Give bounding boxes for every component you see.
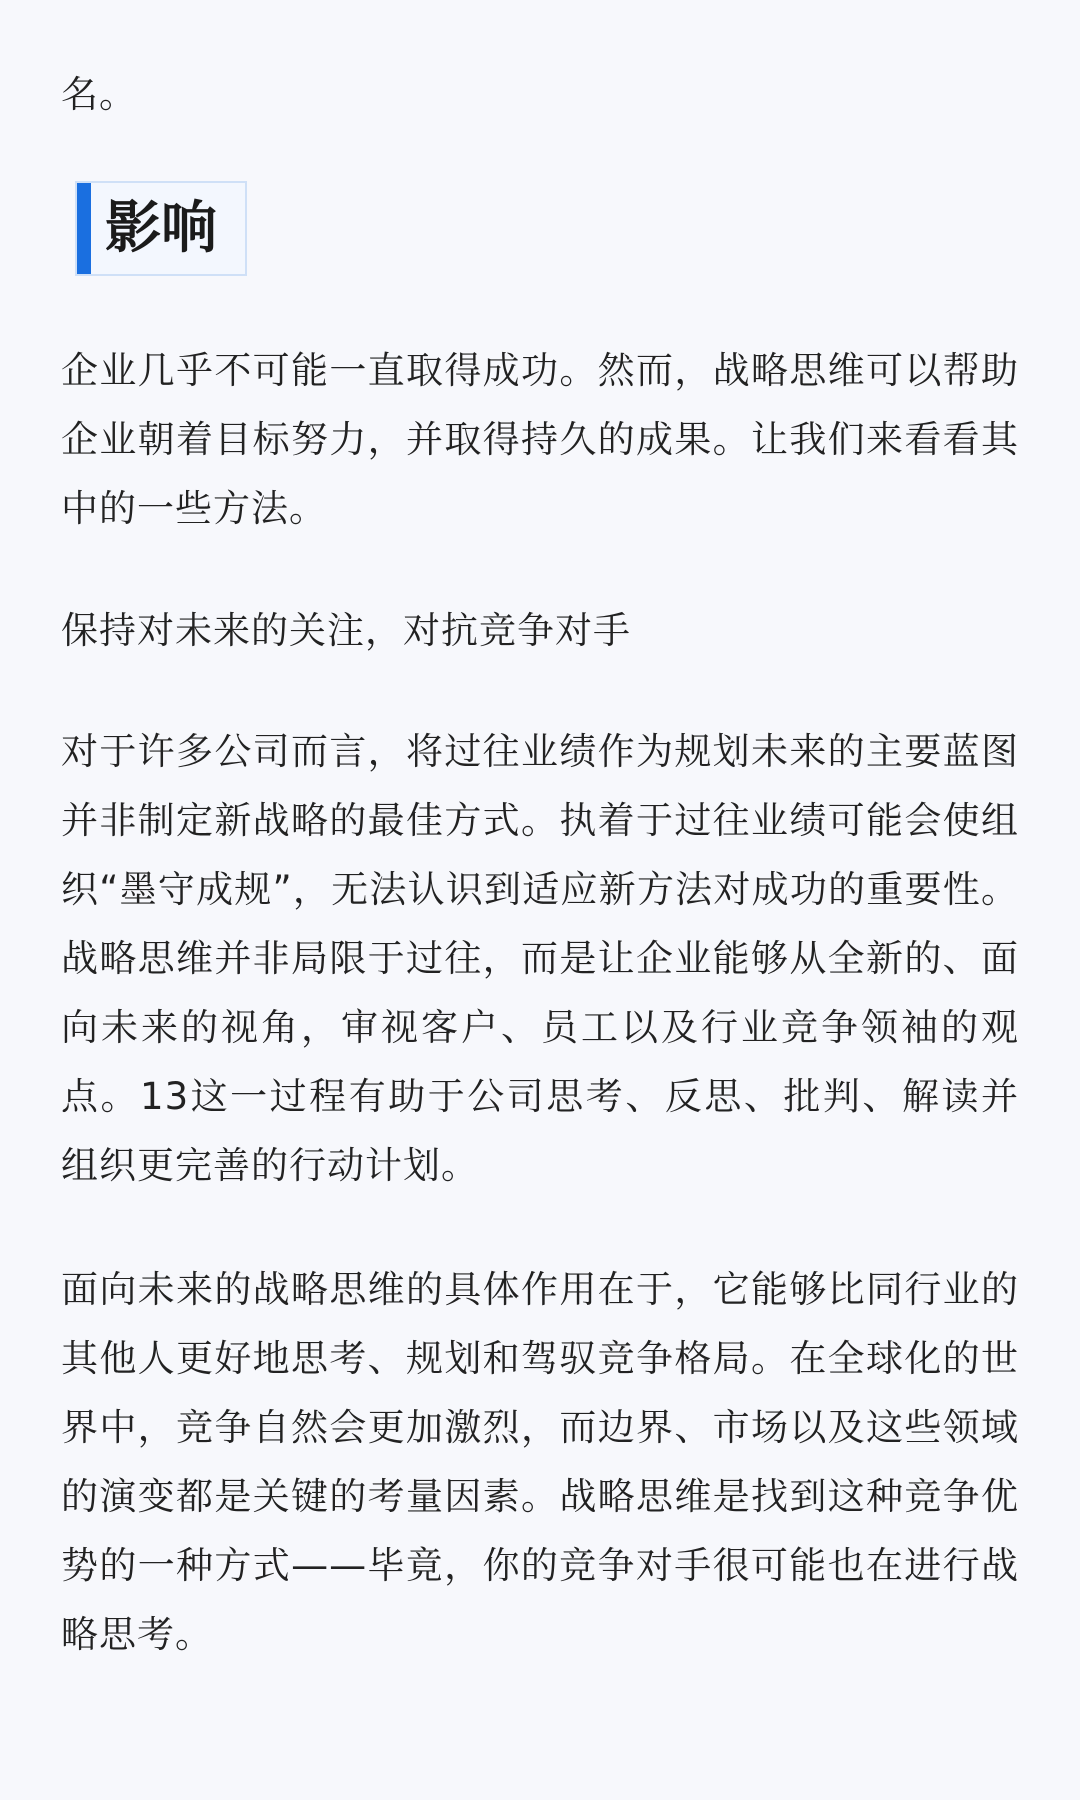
section-heading: 影响 xyxy=(105,196,217,261)
paragraph-intro: 企业几乎不可能一直取得成功。然而，战略思维可以帮助企业朝着目标努力，并取得持久的成果。让我们来看看其中的一些方法。 xyxy=(61,349,1019,530)
section-heading-box xyxy=(75,181,247,276)
paragraph-past-performance: 对于许多公司而言，将过往业绩作为规划未来的主要蓝图并非制定新战略的最佳方式。执着于过往业绩可能会使组织“墨守成规”，无法认识到适应新方法对成功的重要性。战略思维并非局限于过往，而是让企业能够从全新的、面向未来的视角，审视客户、员工以及行业竞争领袖的观点。13这一过程有助于公司思考、反思、批判、解读并组织更完善的行动计划。 xyxy=(61,730,1019,1187)
heading-accent-bar xyxy=(77,183,91,274)
lead-fragment: 名。 xyxy=(61,73,137,116)
paragraph-competition: 面向未来的战略思维的具体作用在于，它能够比同行业的其他人更好地思考、规划和驾驭竞争格局。在全球化的世界中，竞争自然会更加激烈，而边界、市场以及这些领域的演变都是关键的考量因素。战略思维是找到这种竞争优势的一种方式——毕竟，你的竞争对手很可能也在进行战略思考。 xyxy=(61,1268,1019,1656)
paragraph-subheading: 保持对未来的关注，对抗竞争对手 xyxy=(61,609,631,652)
